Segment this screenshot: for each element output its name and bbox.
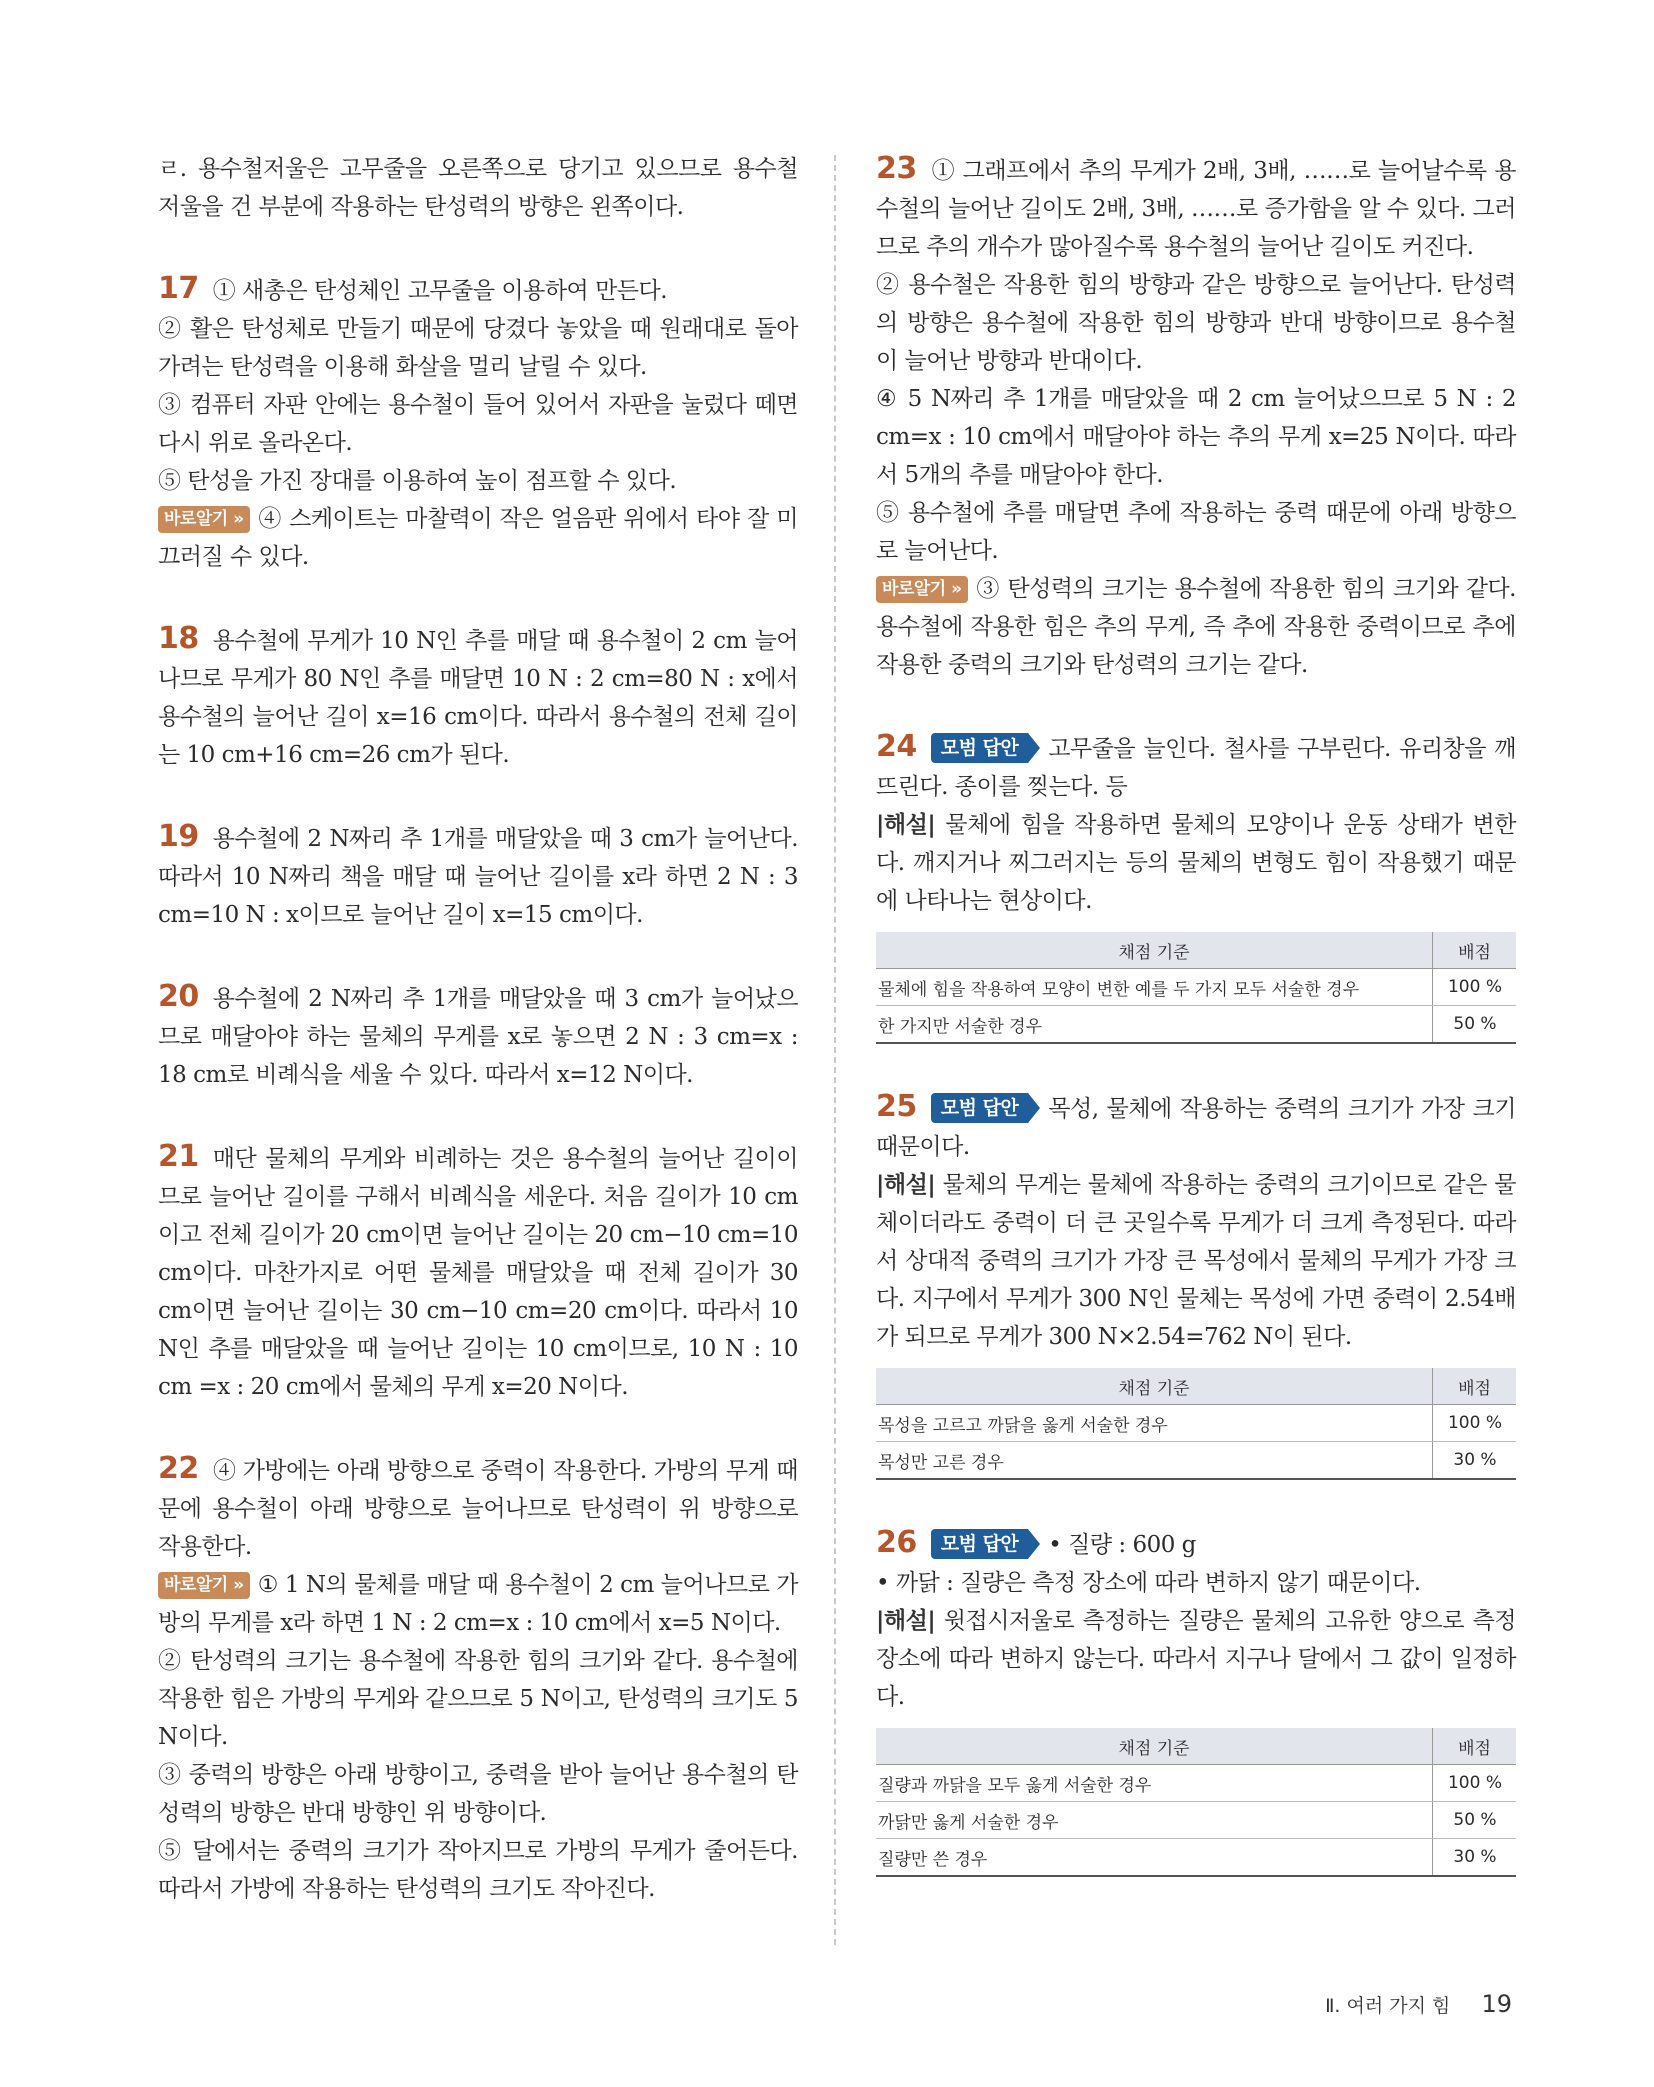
model-answer-badge: 모범 답안 [931,1093,1029,1123]
grading-table [876,1368,1516,1480]
answer-17 [158,270,798,576]
model-answer-text: • 질량 : 600 g [1048,1532,1196,1558]
answer-text: 용수철에 2 N짜리 추 1개를 매달았을 때 3 cm가 늘어났으므로 매달아야 하는 물체의 무게를 x로 놓으면 2 N : 3 cm=x : 18 cm로 비례식을 세울 수 있다. 따라서 x=12 N이다. [158,986,798,1088]
question-number: 25 [876,1089,917,1124]
grading-criteria: 질량만 쓴 경우 [878,1849,988,1870]
grading-criteria-header: 채점 기준 [876,1728,1433,1765]
answer-line: ① 그래프에서 추의 무게가 2배, 3배, ……로 늘어날수록 용수철의 늘어난 길이도 2배, 3배, ……로 증가함을 알 수 있다. 그러므로 추의 개수가 많아질수록 용수철의 늘어난 길이도 커진다. [876,158,1516,260]
answer-18 [158,620,798,774]
page-number: 19 [1481,1990,1512,2018]
grading-score: 30 % [1433,1839,1517,1877]
grading-criteria: 목성을 고르고 까닭을 옳게 서술한 경우 [876,1405,1433,1442]
grading-score: 100 % [1433,969,1517,1006]
answer-line: ② 활은 탄성체로 만들기 때문에 당겼다 놓았을 때 원래대로 돌아가려는 탄성력을 이용해 화살을 멀리 날릴 수 있다. [158,316,798,380]
grading-score: 30 % [1433,1442,1517,1480]
model-answer-badge: 모범 답안 [931,733,1029,763]
left-column [158,150,798,1952]
answer-text: 용수철에 2 N짜리 추 1개를 매달았을 때 3 cm가 늘어난다. 따라서 10 N짜리 책을 매달 때 늘어난 길이를 x라 하면 2 N : 3 cm=10 N : x이므로 늘어난 길이 x=15 cm이다. [158,826,798,928]
table-row [876,1765,1516,1802]
chapter-title: Ⅱ. 여러 가지 힘 [1325,1995,1451,2017]
question-number: 19 [158,819,199,854]
right-column [876,150,1516,1921]
grading-criteria: 까닭만 옳게 서술한 경우 [876,1802,1433,1839]
model-answer-text: 고무줄을 늘인다. 철사를 구부린다. 유리창을 깨뜨린다. 종이를 찢는다. 등 [876,736,1516,800]
answer-line: ④ 5 N짜리 추 1개를 매달았을 때 2 cm 늘어났으므로 5 N : 2 cm=x : 10 cm에서 매달아야 하는 추의 무게 x=25 N이다. 따라서 5개의 추를 매달아야 한다. [876,386,1516,488]
question-number: 18 [158,621,199,656]
model-answer-reason: • 까닭 : 질량은 측정 장소에 따라 변하지 않기 때문이다. [876,1570,1421,1596]
grading-score: 100 % [1433,1405,1517,1442]
question-number: 26 [876,1525,917,1560]
table-row [876,1802,1516,1839]
answer-text: 매단 물체의 무게와 비례하는 것은 용수철의 늘어난 길이이므로 늘어난 길이를 구해서 비례식을 세운다. 처음 길이가 10 cm이고 전체 길이가 20 cm이면 늘어난 길이는 20 cm−10 cm=10 cm이다. 마찬가지로 어떤 물체를 매달았을 때 전체 길이가 30 cm이면 늘어난 길이는 30 cm−10 cm=20 cm이다. 따라서 10 N인 추를 매달았을 때 늘어난 길이는 10 cm이므로, 10 N : 10 cm =x : 20 cm에서 물체의 무게 x=20 N이다. [158,1146,798,1400]
table-row [876,969,1516,1006]
baro-algi-badge: 바로알기 » [876,576,968,603]
answer-line: ⑤ 용수철에 추를 매달면 추에 작용하는 중력 때문에 아래 방향으로 늘어난다. [876,500,1516,564]
answer-line: ② 용수철은 작용한 힘의 방향과 같은 방향으로 늘어난다. 탄성력의 방향은 용수철에 작용한 힘의 방향과 반대 방향이므로 용수철이 늘어난 방향과 반대이다. [876,272,1516,374]
grading-criteria-header: 채점 기준 [876,1368,1433,1405]
grading-score-header: 배점 [1433,1728,1517,1765]
grading-score: 50 % [1433,1802,1517,1839]
answer-25 [876,1088,1516,1480]
grading-table [876,1728,1516,1877]
model-answer-badge: 모범 답안 [931,1529,1029,1559]
answer-26 [876,1524,1516,1877]
grading-criteria: 목성만 고른 경우 [878,1452,1004,1473]
answer-line: ② 탄성력의 크기는 용수철에 작용한 힘의 크기와 같다. 용수철에 작용한 힘은 가방의 무게와 같으므로 5 N이고, 탄성력의 크기도 5 N이다. [158,1648,798,1750]
answer-line: ⑤ 달에서는 중력의 크기가 작아지므로 가방의 무게가 줄어든다. 따라서 가방에 작용하는 탄성력의 크기도 작아진다. [158,1838,798,1902]
answer-21 [158,1138,798,1406]
baro-algi-text: ③ 탄성력의 크기는 용수철에 작용한 힘의 크기와 같다. 용수철에 작용한 힘은 추의 무게, 즉 추에 작용한 중력이므로 추에 작용한 중력의 크기와 탄성력의 크기는 같다. [876,576,1516,678]
grading-score-header: 배점 [1433,932,1517,969]
answer-line: ⑤ 탄성을 가진 장대를 이용하여 높이 점프할 수 있다. [158,468,677,494]
question-number: 21 [158,1139,199,1174]
answer-20 [158,978,798,1094]
question-number: 24 [876,729,917,764]
answer-23 [876,150,1516,684]
grading-score: 100 % [1433,1765,1517,1802]
grading-score: 50 % [1433,1006,1517,1044]
intro-block [158,150,798,226]
grading-criteria-header: 채점 기준 [876,932,1433,969]
table-row [876,1839,1516,1877]
answer-19 [158,818,798,934]
answer-line: ① 새총은 탄성체인 고무줄을 이용하여 만든다. [212,278,668,304]
grading-score-header: 배점 [1433,1368,1517,1405]
answer-22 [158,1450,798,1908]
baro-algi-badge: 바로알기 » [158,506,250,533]
table-row [876,1442,1516,1480]
baro-algi-badge: 바로알기 » [158,1572,250,1599]
grading-table [876,932,1516,1044]
answer-line: ③ 컴퓨터 자판 안에는 용수철이 들어 있어서 자판을 눌렀다 떼면 다시 위로 올라온다. [158,392,798,456]
grading-criteria: 질량과 까닭을 모두 옳게 서술한 경우 [876,1765,1433,1802]
grading-criteria: 한 가지만 서술한 경우 [878,1016,1043,1037]
baro-algi-text: ① 1 N의 물체를 매달 때 용수철이 2 cm 늘어나므로 가방의 무게를 x라 하면 1 N : 2 cm=x : 10 cm에서 x=5 N이다. [158,1572,798,1636]
table-row [876,1405,1516,1442]
answer-text: 용수철에 무게가 10 N인 추를 매달 때 용수철이 2 cm 늘어나므로 무게가 80 N인 추를 매달면 10 N : 2 cm=80 N : x에서 용수철의 늘어난 길이 x=16 cm이다. 따라서 용수철의 전체 길이는 10 cm+16 cm=26 cm가 된다. [158,628,798,768]
question-number: 17 [158,271,199,306]
explanation-label: |해설| [876,1608,936,1634]
model-answer-text: 목성, 물체에 작용하는 중력의 크기가 가장 크기 때문이다. [876,1096,1516,1160]
answer-line: ④ 가방에는 아래 방향으로 중력이 작용한다. 가방의 무게 때문에 용수철이 아래 방향으로 늘어나므로 탄성력이 위 방향으로 작용한다. [158,1458,798,1560]
answer-line: ③ 중력의 방향은 아래 방향이고, 중력을 받아 늘어난 용수철의 탄성력의 방향은 반대 방향인 위 방향이다. [158,1762,798,1826]
page-footer [1325,1990,1512,2018]
answer-24 [876,728,1516,1044]
baro-algi-text: ④ 스케이트는 마찰력이 작은 얼음판 위에서 타야 잘 미끄러질 수 있다. [158,506,798,570]
question-number: 22 [158,1451,199,1486]
column-divider [834,155,836,1945]
table-row [876,1006,1516,1044]
explanation-label: |해설| [876,1172,936,1198]
explanation-text: 윗접시저울로 측정하는 질량은 물체의 고유한 양으로 측정 장소에 따라 변하지 않는다. 따라서 지구나 달에서 그 값이 일정하다. [876,1608,1517,1710]
question-number: 20 [158,979,199,1014]
question-number: 23 [876,151,917,186]
grading-criteria: 물체에 힘을 작용하여 모양이 변한 예를 두 가지 모두 서술한 경우 [876,969,1433,1006]
explanation-label: |해설| [876,812,936,838]
explanation-text: 물체의 무게는 물체에 작용하는 중력의 크기이므로 같은 물체이더라도 중력이 더 큰 곳일수록 무게가 더 크게 측정된다. 따라서 상대적 중력의 크기가 가장 큰 목성에서 물체의 무게가 가장 크다. 지구에서 무게가 300 N인 물체는 목성에 가면 중력이 2.54배가 되므로 무게가 300 N×2.54=762 N이 된다. [876,1172,1517,1350]
explanation-text: 물체에 힘을 작용하면 물체의 모양이나 운동 상태가 변한다. 깨지거나 찌그러지는 등의 물체의 변형도 힘이 작용했기 때문에 나타나는 현상이다. [876,812,1516,914]
intro-text: ㄹ. 용수철저울은 고무줄을 오른쪽으로 당기고 있으므로 용수철 저울을 건 부분에 작용하는 탄성력의 방향은 왼쪽이다. [158,156,798,220]
